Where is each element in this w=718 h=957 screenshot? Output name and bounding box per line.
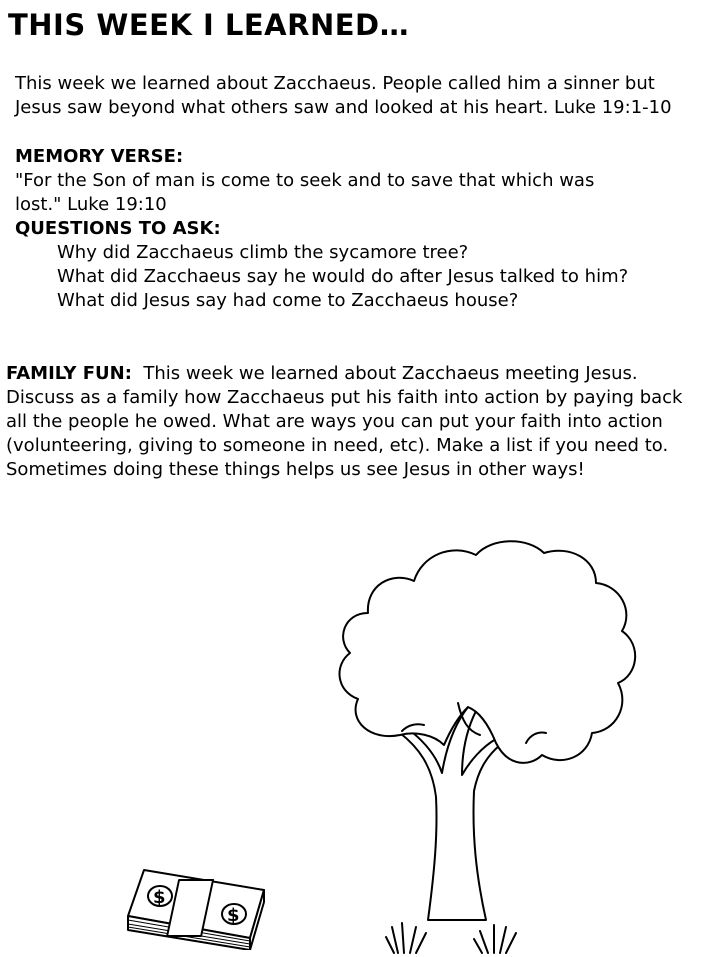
family-fun-line-3: all the people he owed. What are ways you can put your faith into action	[6, 411, 663, 432]
tree-illustration	[330, 535, 660, 957]
family-fun-line-4: (volunteering, giving to someone in need, etc). Make a list if you need to.	[6, 435, 669, 456]
page-title: THIS WEEK I LEARNED…	[8, 8, 410, 42]
memory-verse-line-2: lost." Luke 19:10	[15, 194, 167, 215]
family-fun-line-1	[6, 362, 638, 386]
money-symbol-right: $	[227, 905, 240, 926]
memory-verse-heading: MEMORY VERSE:	[15, 146, 184, 167]
tree-canopy	[340, 541, 636, 763]
question-3: What did Jesus say had come to Zacchaeus house?	[57, 290, 519, 311]
money-symbol-left: $	[153, 887, 166, 908]
question-1: Why did Zacchaeus climb the sycamore tree?	[57, 242, 469, 263]
family-fun-heading: FAMILY FUN:	[6, 363, 132, 384]
family-fun-line-2: Discuss as a family how Zacchaeus put his faith into action by paying back	[6, 387, 683, 408]
intro-line-1: This week we learned about Zacchaeus. People called him a sinner but	[15, 73, 655, 94]
memory-verse-line-1: "For the Son of man is come to seek and to save that which was	[15, 170, 595, 191]
money-stack-illustration	[122, 866, 268, 950]
grass-left	[386, 923, 426, 953]
question-2: What did Zacchaeus say he would do after Jesus talked to him?	[57, 266, 629, 287]
grass-right	[474, 925, 516, 953]
family-fun-line-5: Sometimes doing these things helps us see Jesus in other ways!	[6, 459, 585, 480]
tree-trunk	[400, 707, 500, 920]
family-fun-line-1-text: This week we learned about Zacchaeus meeting Jesus.	[131, 363, 638, 384]
intro-line-2: Jesus saw beyond what others saw and looked at his heart. Luke 19:1-10	[15, 97, 672, 118]
questions-heading: QUESTIONS TO ASK:	[15, 218, 221, 239]
